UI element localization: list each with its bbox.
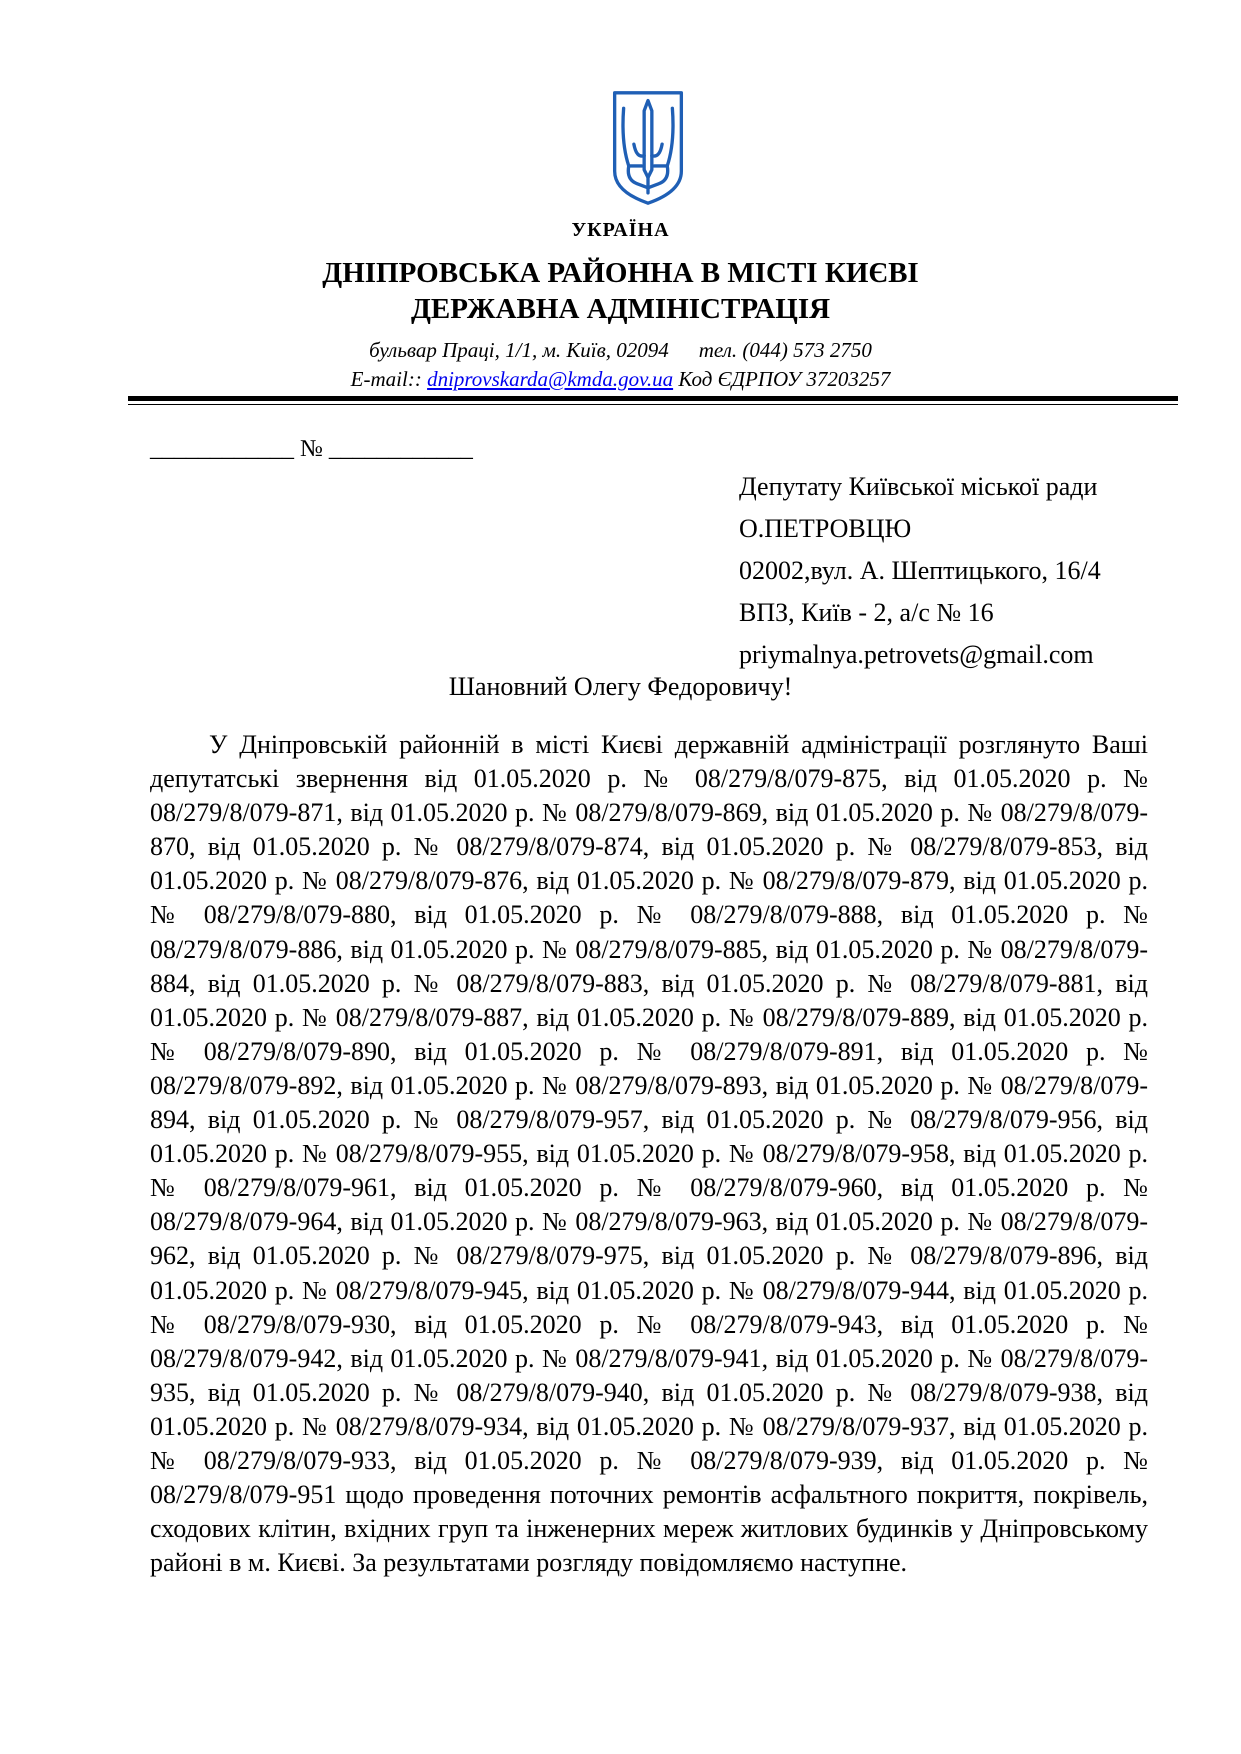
salutation: Шановний Олегу Федоровичу! — [448, 672, 793, 701]
recipient-po-box: ВПЗ, Київ - 2, а/с № 16 — [739, 598, 994, 627]
recipient-position: Депутату Київської міської ради — [739, 472, 1098, 501]
recipient-name: О.ПЕТРОВЦЮ — [739, 514, 912, 543]
registration-number-line: ____________ № ____________ — [150, 436, 473, 462]
organization-name-line1: ДНІПРОВСЬКА РАЙОННА В МІСТІ КИЄВІ — [322, 257, 919, 289]
recipient-email: priymalnya.petrovets@gmail.com — [739, 640, 1094, 669]
header-divider-thick — [128, 396, 1178, 401]
tryzub-emblem-icon — [609, 89, 687, 207]
recipient-street: 02002,вул. А. Шептицького, 16/4 — [739, 556, 1101, 585]
contacts-line — [0, 367, 1241, 392]
organization-name-line2: ДЕРЖАВНА АДМІНІСТРАЦІЯ — [410, 293, 831, 325]
phone-number: тел. (044) 573 2750 — [698, 338, 872, 362]
country-name: УКРАЇНА — [571, 219, 670, 241]
email-link[interactable]: dniprovskarda@kmda.gov.ua — [427, 367, 674, 391]
postal-address: бульвар Праці, 1/1, м. Київ, 02094 — [369, 338, 669, 362]
email-label: E-mail:: — [350, 367, 422, 391]
address-line — [0, 338, 1241, 363]
header-divider-thin — [128, 404, 1178, 405]
edrpou-code: Код ЄДРПОУ 37203257 — [678, 367, 891, 391]
body-paragraph: У Дніпровській районній в місті Києві державній адміністрації розглянуто Ваші депутатські звернення від 01.05.2020 р. № 08/279/8/079-875, від 01.05.2020 р. № 08/279/8/079-871, від 01.05.2020 р. № 08/279/8/079-869, від 01.05.2020 р. № 08/279/8/079-870, від 01.05.2020 р. № 08/279/8/079-874, від 01.05.2020 р. № 08/279/8/079-853, від 01.05.2020 р. № 08/279/8/079-876, від 01.05.2020 р. № 08/279/8/079-879, від 01.05.2020 р. № 08/279/8/079-880, від 01.05.2020 р. № 08/279/8/079-888, від 01.05.2020 р. № 08/279/8/079-886, від 01.05.2020 р. № 08/279/8/079-885, від 01.05.2020 р. № 08/279/8/079-884, від 01.05.2020 р. № 08/279/8/079-883, від 01.05.2020 р. № 08/279/8/079-881, від 01.05.2020 р. № 08/279/8/079-887, від 01.05.2020 р. № 08/279/8/079-889, від 01.05.2020 р. № 08/279/8/079-890, від 01.05.2020 р. № 08/279/8/079-891, від 01.05.2020 р. № 08/279/8/079-892, від 01.05.2020 р. № 08/279/8/079-893, від 01.05.2020 р. № 08/279/8/079-894, від 01.05.2020 р. № 08/279/8/079-957, від 01.05.2020 р. № 08/279/8/079-956, від 01.05.2020 р. № 08/279/8/079-955, від 01.05.2020 р. № 08/279/8/079-958, від 01.05.2020 р. № 08/279/8/079-961, від 01.05.2020 р. № 08/279/8/079-960, від 01.05.2020 р. № 08/279/8/079-964, від 01.05.2020 р. № 08/279/8/079-963, від 01.05.2020 р. № 08/279/8/079-962, від 01.05.2020 р. № 08/279/8/079-975, від 01.05.2020 р. № 08/279/8/079-896, від 01.05.2020 р. № 08/279/8/079-945, від 01.05.2020 р. № 08/279/8/079-944, від 01.05.2020 р. № 08/279/8/079-930, від 01.05.2020 р. № 08/279/8/079-943, від 01.05.2020 р. № 08/279/8/079-942, від 01.05.2020 р. № 08/279/8/079-941, від 01.05.2020 р. № 08/279/8/079-935, від 01.05.2020 р. № 08/279/8/079-940, від 01.05.2020 р. № 08/279/8/079-938, від 01.05.2020 р. № 08/279/8/079-934, від 01.05.2020 р. № 08/279/8/079-937, від 01.05.2020 р. № 08/279/8/079-933, від 01.05.2020 р. № 08/279/8/079-939, від 01.05.2020 р. № 08/279/8/079-951 щодо проведення поточних ремонтів асфальтного покриття, покрівель, сходових клітин, вхідних груп та інженерних мереж житлових будинків у Дніпровському районі в м. Києві. За результатами розгляду повідомляємо наступне. — [150, 730, 1148, 1578]
recipient-block — [739, 466, 1101, 676]
